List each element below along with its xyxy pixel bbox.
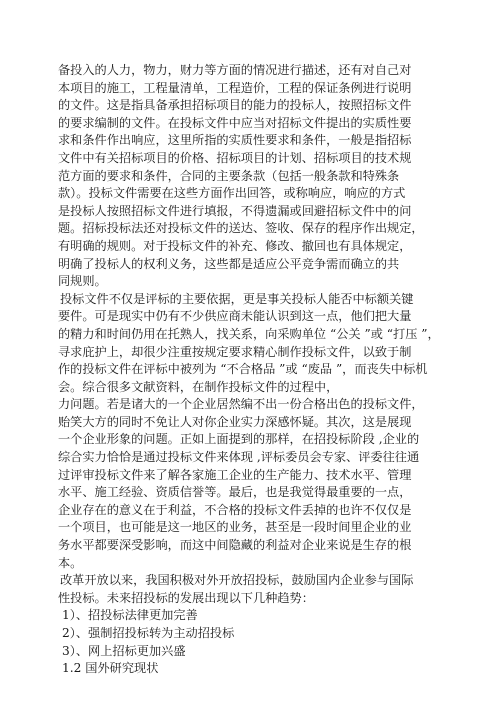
text-line: 的要求编制的文件。在投标文件中应当对招标文件提出的实质性要 [58,115,412,130]
text-line: 一个项目，也可能是这一地区的业务，甚至是一段时间里企业的业 [58,520,412,535]
text-line: 款）。投标文件需要在这些方面作出回答，或称响应，响应的方式 [58,186,406,201]
text-line: 本项目的施工，工程量清单，工程造价，工程的保证条例进行说明 [58,80,412,95]
text-line: 的精力和时间仍用在托熟人，找关系，向采购单位 “公关 ”或 “打压 ”， [58,326,440,341]
list-item: 2）、强制招投标转为主动招投标 [62,626,235,640]
section-heading: 1.2 国外研究现状 [62,661,159,676]
text-line: 贻笑大方的同时不免让人对你企业实力深感怀疑。其次，这是展现 [58,414,412,429]
text-line: 备投入的人力，物力，财力等方面的情况进行描述，还有对自己对 [58,63,412,77]
text-line: 会。综合很多文献资料，在制作投标文件的过程中， [58,379,339,394]
list-item: 1）、招投标法律更加完善 [62,608,198,623]
text-line: 明确了投标人的权利义务，这些都是适应公平竞争需而确立的共 [58,256,400,271]
text-line: 过评审投标文件来了解各家施工企业的生产能力、技术水平、管理 [58,467,412,482]
text-line: 改革开放以来，我国积极对外开放招投标，鼓励国内企业参与国际 [60,573,414,588]
text-line: 作的投标文件在评标中被列为 “不合格品 ”或 “废品 ”，而丧失中标机 [58,362,428,377]
text-line: 要件。可是现实中仍有不少供应商未能认识到这一点，他们把大量 [58,309,412,324]
text-line: 有明确的规则。对于投标文件的补充、修改、撤回也有具体规定， [58,238,412,253]
text-line: 寻求庇护上，却很少注重按规定要求精心制作投标文件，以致于制 [58,344,412,359]
text-line: 投标文件不仅是评标的主要依据，更是事关投标人能否中标额关键 [60,291,414,306]
text-line: 求和条件作出响应，这里所指的实质性要求和条件，一般是指招标 [58,133,412,148]
document-body [58,62,458,678]
text-line: 水平、施工经验、资质信誉等。最后，也是我觉得最重要的一点， [58,485,412,500]
text-line: 一个企业形象的问题。正如上面提到的那样，在招投标阶段 ,企业的 [58,432,420,447]
text-line: 性投标。未来招投标的发展出现以下几种趋势： [58,590,314,605]
text-line: 的文件。这是指具备承担招标项目的能力的投标人，按照招标文件 [58,98,412,113]
text-line: 是投标人按照招标文件进行填报，不得遗漏或回避招标文件中的问 [58,203,412,218]
text-line: 题。招标投标法还对投标文件的送达、签收、保存的程序作出规定， [58,221,424,236]
list-item: 3）、网上招标更加兴盛 [62,643,186,658]
text-line: 务水平都要深受影响，而这中间隐藏的利益对企业来说是生存的根 [58,538,412,553]
text-line: 同规则。 [58,274,107,289]
text-line: 范方面的要求和条件，合同的主要条款（包括一般条款和特殊条 [58,168,400,183]
text-line: 文件中有关招标项目的价格、招标项目的计划、招标项目的技术规 [58,150,412,165]
text-line: 企业存在的意义在于利益，不合格的投标文件丢掉的也许不仅仅是 [58,502,412,517]
text-line: 力问题。若是诸大的一个企业居然编不出一份合格出色的投标文件， [58,397,424,412]
text-line: 本。 [58,555,83,570]
text-line: 综合实力恰恰是通过投标文件来体现 ,评标委员会专家、评委往往通 [58,450,420,465]
